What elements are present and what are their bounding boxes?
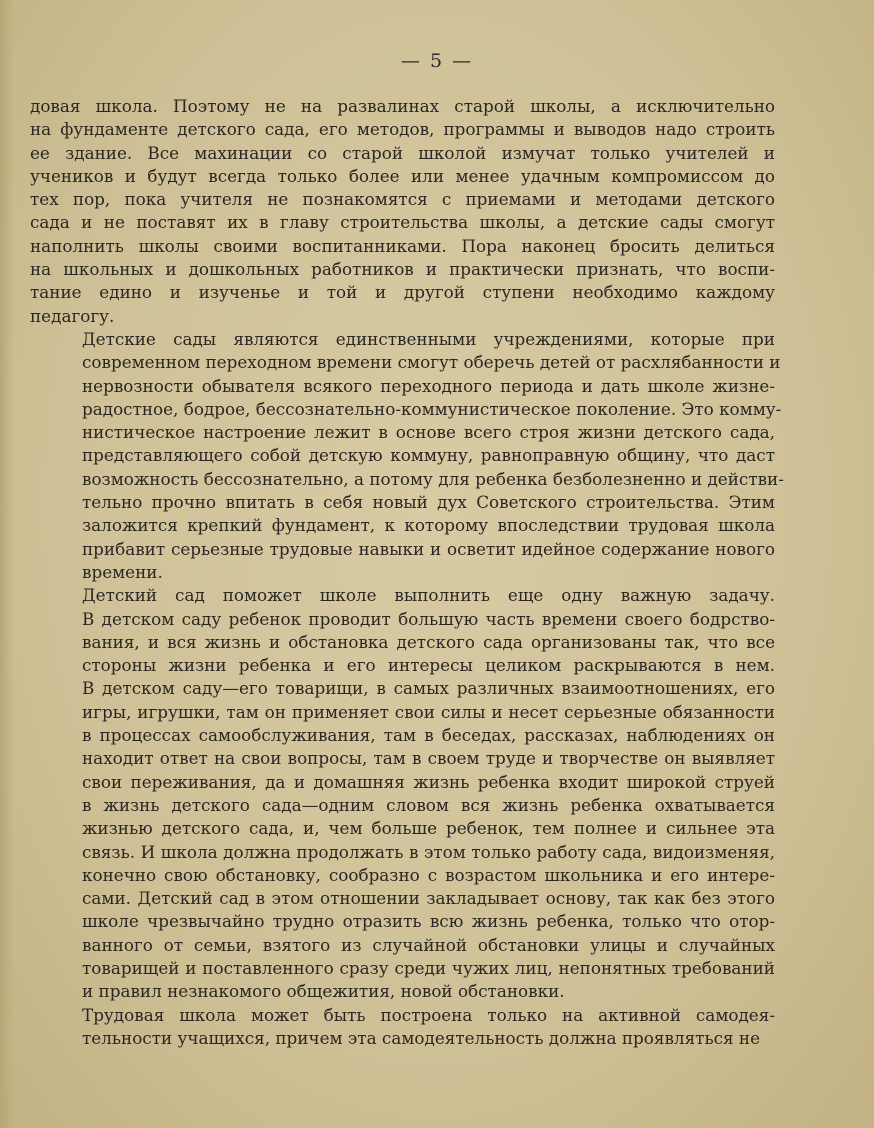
- text-line: свои переживания, да и домашняя жизнь ребенка входит широкой струей: [82, 771, 775, 792]
- paragraph: [30, 1004, 775, 1051]
- text-line: тельно прочно впитать в себя новый дух Советского строительства. Этим: [82, 492, 775, 513]
- text-line: возможность бессознательно, а потому для ребенка безболезненно и действи-: [82, 468, 784, 489]
- text-line: ванного от семьи, взятого из случайной обстановки улицы и случайных: [82, 934, 775, 955]
- text-line: Детские сады являются единственными учреждениями, которые при: [82, 328, 775, 349]
- text-line: товарищей и поставленного сразу среди чужих лиц, непонятных требований: [82, 957, 775, 978]
- text-line: довая школа. Поэтому не на развалинах старой школы, а исключительно: [30, 96, 775, 116]
- text-line: нервозности обывателя всякого переходного периода и дать школе жизне-: [82, 375, 775, 396]
- text-line: педагогу.: [30, 305, 115, 326]
- text-line: тельности учащихся, причем эта самодеятельность должна проявляться не: [82, 1027, 761, 1048]
- text-line: находит ответ на свои вопросы, там в своем труде и творчестве он выявляет: [82, 748, 775, 769]
- text-line: в жизнь детского сада—одним словом вся жизнь ребенка охватывается: [82, 794, 775, 815]
- paragraph: [30, 95, 775, 328]
- text-line: В детском саду—его товарищи, в самых различных взаимоотношениях, его: [82, 678, 775, 699]
- text-line: сами. Детский сад в этом отношении закладывает основу, так как без этого: [82, 888, 775, 909]
- text-line: времени.: [82, 561, 163, 582]
- paragraph: [30, 328, 784, 584]
- text-line: заложится крепкий фундамент, к которому впоследствии трудовая школа: [82, 515, 775, 536]
- text-line: Трудовая школа может быть построена только на активной самодея-: [82, 1004, 775, 1025]
- text-line: Детский сад поможет школе выполнить еще одну важную задачу.: [82, 585, 775, 606]
- text-line: В детском саду ребенок проводит большую часть времени своего бодрство-: [82, 608, 775, 629]
- paragraph: [30, 584, 775, 1003]
- text-line: учеников и будут всегда только более или менее удачным компромиссом до: [30, 165, 775, 186]
- body-text: [30, 95, 784, 1050]
- text-line: прибавит серьезные трудовые навыки и осветит идейное содержание нового: [82, 538, 775, 559]
- text-line: конечно свою обстановку, сообразно с возрастом школьника и его интере-: [82, 864, 775, 885]
- text-line: школе чрезвычайно трудно отразить всю жизнь ребенка, только что отор-: [82, 911, 775, 932]
- text-line: игры, игрушки, там он применяет свои силы и несет серьезные обязанности: [82, 701, 775, 722]
- text-line: радостное, бодрое, бессознательно-коммунистическое поколение. Это комму-: [82, 398, 782, 419]
- text-line: тех пор, пока учителя не познакомятся с приемами и методами детского: [30, 189, 775, 210]
- text-line: связь. И школа должна продолжать в этом только работу сада, видоизменяя,: [82, 841, 775, 862]
- text-line: нистическое настроение лежит в основе всего строя жизни детского сада,: [82, 422, 775, 443]
- text-line: стороны жизни ребенка и его интересы целиком раскрываются в нем.: [82, 655, 775, 676]
- text-line: наполнить школы своими воспитанниками. Пора наконец бросить делиться: [30, 235, 775, 256]
- text-line: вания, и вся жизнь и обстановка детского сада организованы так, что все: [82, 631, 775, 652]
- text-line: и правил незнакомого общежития, новой обстановки.: [82, 981, 565, 1002]
- text-line: тание едино и изученье и той и другой ступени необходимо каждому: [30, 282, 775, 303]
- text-line: представляющего собой детскую коммуну, равноправную общину, что даст: [82, 445, 775, 466]
- text-line: ее здание. Все махинации со старой школой измучат только учителей и: [30, 142, 775, 163]
- text-line: жизнью детского сада, и, чем больше ребенок, тем полнее и сильнее эта: [82, 818, 775, 839]
- text-line: современном переходном времени смогут оберечь детей от расхлябанности и: [82, 352, 781, 373]
- text-line: в процессах самообслуживания, там в беседах, рассказах, наблюдениях он: [82, 725, 775, 746]
- page-number: — 5 —: [400, 50, 474, 72]
- text-line: на школьных и дошкольных работников и практически признать, что воспи-: [30, 259, 775, 280]
- text-line: сада и не поставят их в главу строительства школы, а детские сады смогут: [30, 212, 775, 233]
- text-line: на фундаменте детского сада, его методов, программы и выводов надо строить: [30, 119, 775, 140]
